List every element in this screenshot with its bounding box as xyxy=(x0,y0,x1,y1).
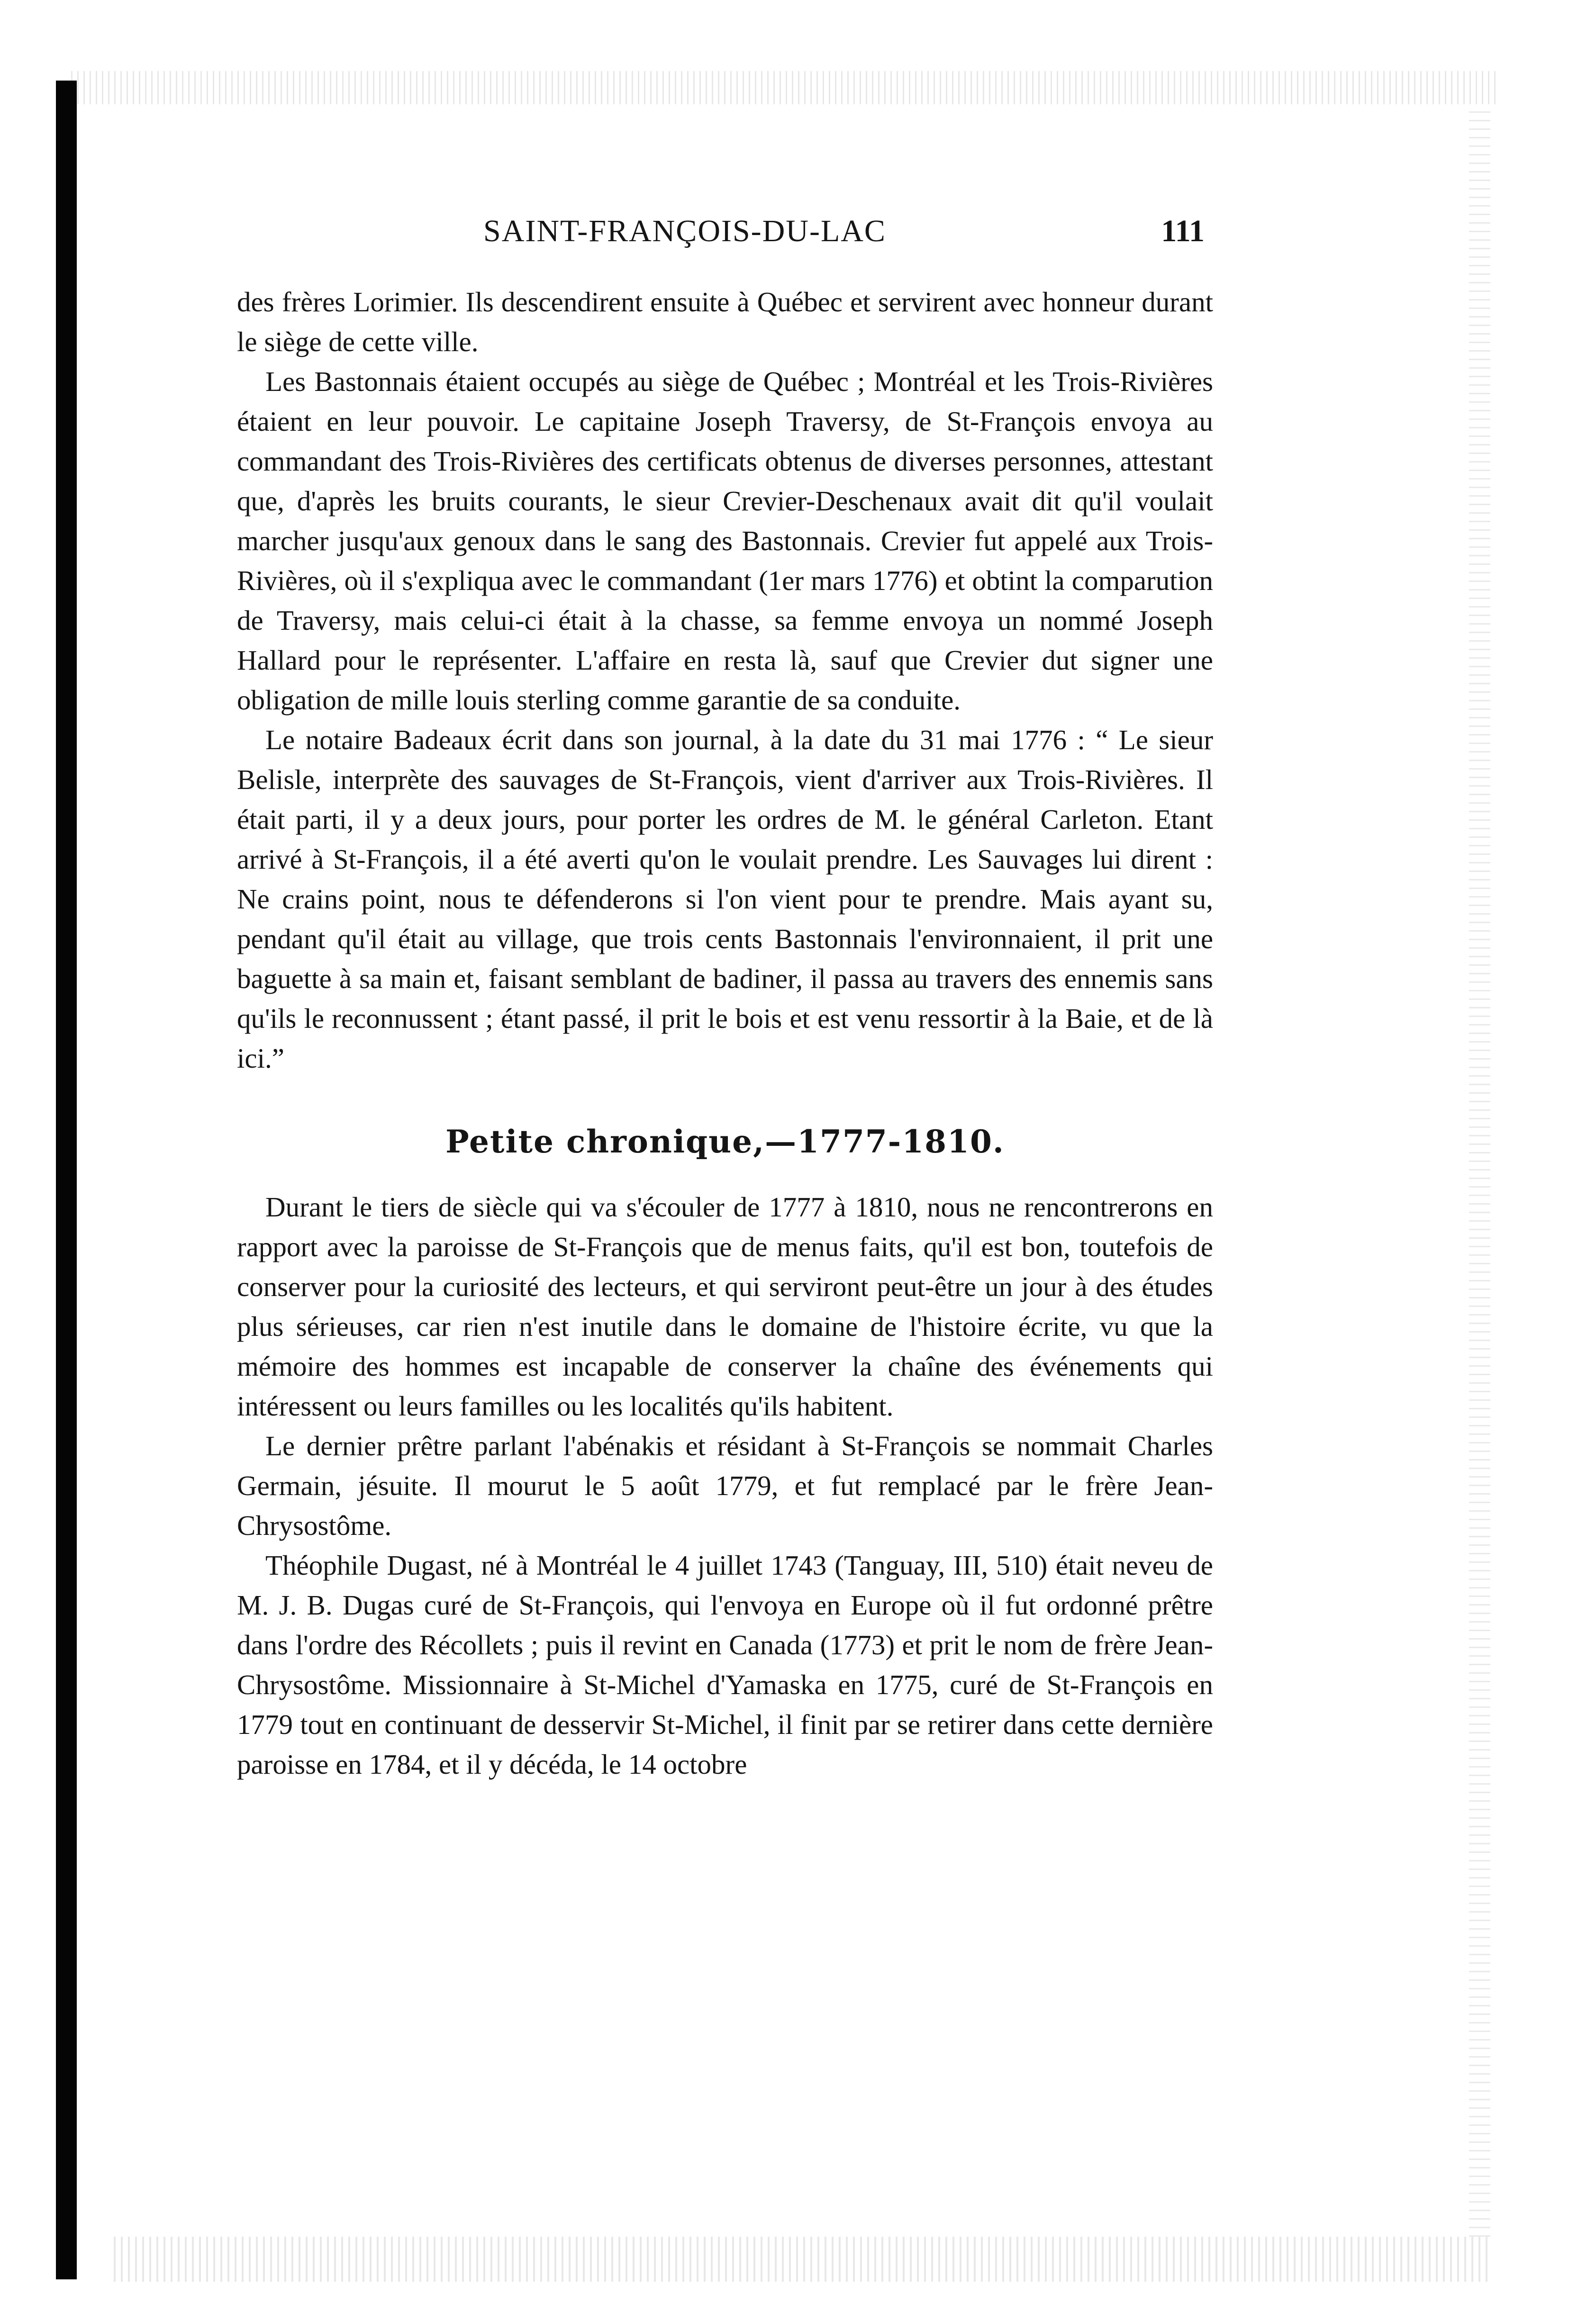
scan-edge-noise-right xyxy=(1469,104,1490,2237)
body-paragraph: Durant le tiers de siècle qui va s'écouler de 1777 à 1810, nous ne rencontrerons en rapport avec la paroisse de St-François que de menus faits, qu'il est bon, toutefois de conserver pour la curiosité des lecteurs, et qui serviront peut-être un jour à des études plus sérieuses, car rien n'est inutile dans le domaine de l'histoire écrite, vu que la mémoire des hommes est incapable de conserver la chaîne des événements qui intéressent ou leurs familles ou les localités qu'ils habitent. xyxy=(237,1191,1213,1422)
binding-shadow-bar xyxy=(56,81,77,2279)
body-paragraph: Le notaire Badeaux écrit dans son journal, à la date du 31 mai 1776 : “ Le sieur Belisle, interprète des sauvages de St-François, vient d'arriver aux Trois-Rivières. Il était parti, il y a deux jours, pour porter les ordres de M. le général Carleton. Etant arrivé à St-François, il a été averti qu'on le voulait prendre. Les Sauvages lui dirent : Ne crains point, nous te défenderons si l'on vient pour te prendre. Mais ayant su, pendant qu'il était au village, que trois cents Bastonnais l'environnaient, il prit une baguette à sa main et, faisant semblant de badiner, il passa au travers des ennemis sans qu'ils le reconnussent ; étant passé, il prit le bois et est venu ressortir à la Baie, et de là ici.” xyxy=(237,724,1213,1074)
body-paragraph: Les Bastonnais étaient occupés au siège de Québec ; Montréal et les Trois-Rivières étaient en leur pouvoir. Le capitaine Joseph Traversy, de St-François envoya au commandant des Trois-Rivières des certificats obtenus de diverses personnes, attestant que, d'après les bruits courants, le sieur Crevier-Deschenaux avait dit qu'il voulait marcher jusqu'aux genoux dans le sang des Bastonnais. Crevier fut appelé aux Trois-Rivières, où il s'expliqua avec le commandant (1er mars 1776) et obtint la comparution de Traversy, mais celui-ci était à la chasse, sa femme envoya un nommé Joseph Hallard pour le représenter. L'affaire en resta là, sauf que Crevier dut signer une obligation de mille louis sterling comme garantie de sa conduite. xyxy=(237,366,1213,716)
body-paragraph: des frères Lorimier. Ils descendirent ensuite à Québec et servirent avec honneur durant le siège de cette ville. xyxy=(237,286,1213,357)
page-number: 111 xyxy=(1161,214,1205,248)
section-heading: Petite chronique,—1777-1810. xyxy=(445,1123,1005,1160)
running-title: SAINT-FRANÇOIS-DU-LAC xyxy=(483,214,886,248)
body-paragraph: Le dernier prêtre parlant l'abénakis et résidant à St-François se nommait Charles Germain, jésuite. Il mourut le 5 août 1779, et fut remplacé par le frère Jean-Chrysostôme. xyxy=(237,1430,1213,1541)
body-paragraph: Théophile Dugast, né à Montréal le 4 juillet 1743 (Tanguay, III, 510) était neveu de M. J. B. Dugas curé de St-François, qui l'envoya en Europe où il fut ordonné prêtre dans l'ordre des Récollets ; puis il revint en Canada (1773) et prit le nom de frère Jean-Chrysostôme. Missionnaire à St-Michel d'Yamaska en 1775, curé de St-François en 1779 tout en continuant de desservir St-Michel, il finit par se retirer dans cette dernière paroisse en 1784, et il y décéda, le 14 octobre xyxy=(237,1550,1213,1780)
page-body xyxy=(237,282,1213,1784)
running-head xyxy=(237,213,1213,251)
book-page xyxy=(237,0,1213,2313)
